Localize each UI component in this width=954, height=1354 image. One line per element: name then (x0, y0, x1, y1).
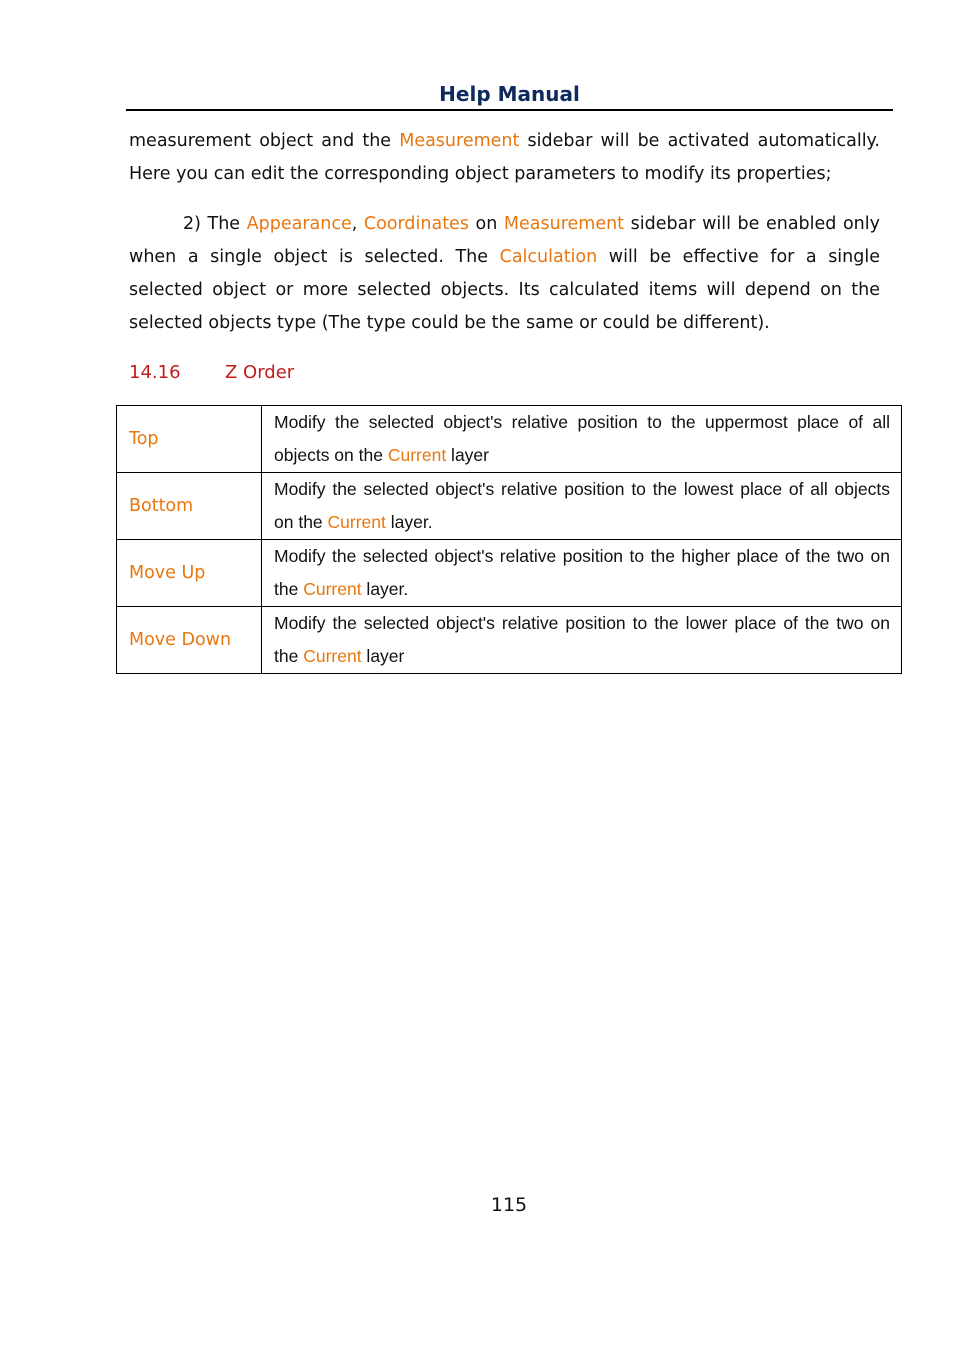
table-row (117, 406, 902, 473)
text-run: Modify the selected object's relative position to the higher place of the two on the (274, 546, 890, 599)
measurement-link: Measurement (399, 131, 520, 151)
text-run: measurement object and the (129, 131, 400, 151)
section-number: 14.16 (129, 362, 181, 383)
text-run: will be effective for a single selected object or more selected objects. Its calculated items will depend on the selected objects type (The type could be the same or could be different). (129, 247, 881, 333)
text-run: on (468, 214, 504, 234)
command-cell: Bottom (117, 473, 262, 540)
current-link: Current (303, 579, 362, 599)
text-run: Modify the selected object's relative position to the uppermost place of all objects on the (274, 412, 890, 465)
intro-paragraph-1 (129, 125, 880, 191)
text-run: sidebar will be activated automatically. Here you can edit the corresponding object parameters to modify its properties; (129, 131, 880, 184)
appearance-link: Appearance (246, 214, 352, 234)
text-run: layer (361, 646, 405, 666)
text-run: Modify the selected object's relative position to the lowest place of all objects on the (274, 479, 890, 532)
text-run: layer. (361, 579, 409, 599)
coordinates-link: Coordinates (363, 214, 469, 234)
text-run: layer (446, 445, 489, 465)
z-order-table (116, 405, 902, 674)
measurement-link: Measurement (503, 214, 625, 234)
current-link: Current (303, 646, 362, 666)
command-cell: Move Up (117, 540, 262, 607)
text-run: layer. (385, 512, 433, 532)
section-title: Z Order (225, 362, 295, 383)
command-cell: Top (117, 406, 262, 473)
description-cell (262, 406, 902, 473)
calculation-link: Calculation (499, 247, 598, 267)
description-cell (262, 540, 902, 607)
text-run: 2) The (183, 214, 247, 234)
current-link: Current (327, 512, 386, 532)
text-run: , (351, 214, 358, 234)
section-heading (129, 358, 294, 388)
description-cell (262, 607, 902, 674)
intro-paragraph-2 (129, 208, 880, 340)
table-row (117, 473, 902, 540)
command-cell: Move Down (117, 607, 262, 674)
text-run: Modify the selected object's relative position to the lower place of the two on the (274, 613, 890, 666)
text-run: sidebar will be enabled only when a single object is selected. The (129, 214, 880, 267)
current-link: Current (387, 445, 447, 465)
page-header: Help Manual (126, 82, 893, 111)
table-row (117, 540, 902, 607)
description-cell (262, 473, 902, 540)
page-number: 115 (490, 1194, 528, 1216)
table-row (117, 607, 902, 674)
text-run (357, 214, 364, 234)
